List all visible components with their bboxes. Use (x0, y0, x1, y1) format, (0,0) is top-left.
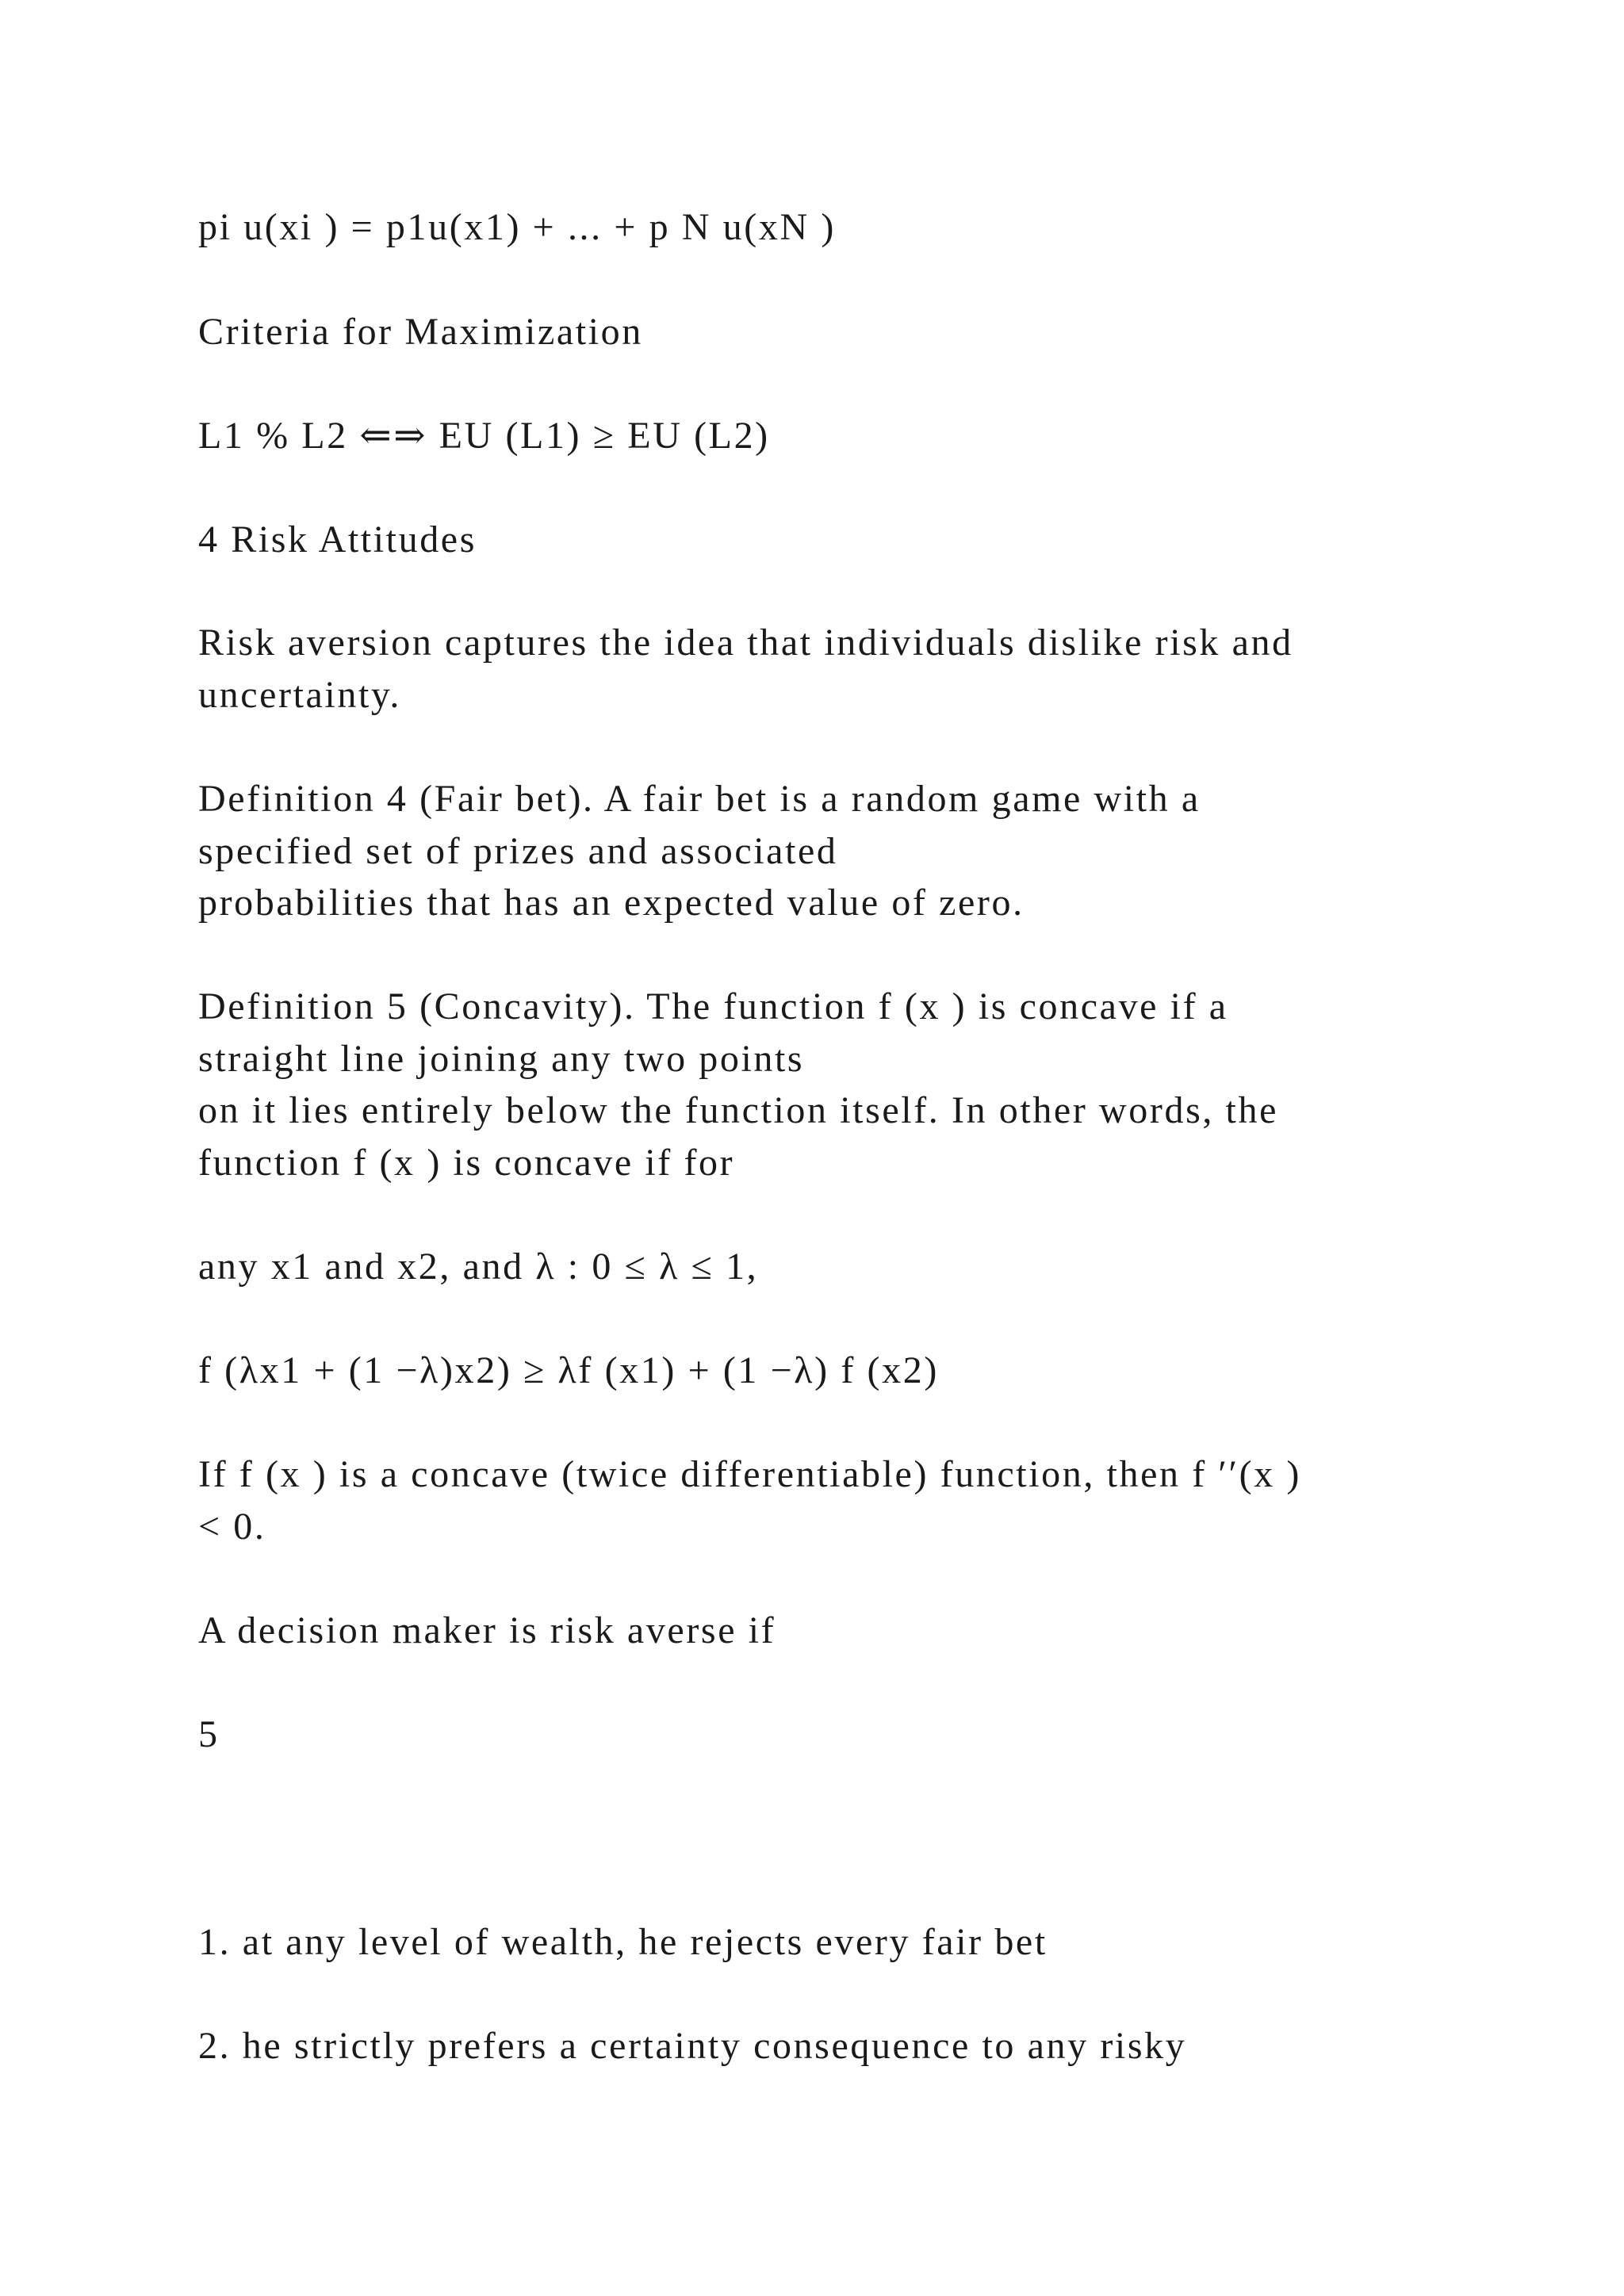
definition-4-line-3: probabilities that has an expected value of zero. (198, 882, 1025, 924)
section-heading-risk: 4 Risk Attitudes (198, 519, 477, 561)
preference-equivalence: L1 % L2 ⇐⇒ EU (L1) ≥ EU (L2) (198, 415, 770, 457)
risk-averse-lead-in: A decision maker is risk averse if (198, 1609, 776, 1651)
second-derivative-line-1: If f (x ) is a concave (twice differentiable) function, then f ′′(x ) (198, 1453, 1301, 1495)
definition-5-line-3: on it lies entirely below the function itself. In other words, the (198, 1089, 1278, 1131)
definition-4-line-2: specified set of prizes and associated (198, 830, 838, 872)
list-item-1: 1. at any level of wealth, he rejects every fair bet (198, 1921, 1048, 1963)
criteria-heading: Criteria for Maximization (198, 311, 643, 353)
concavity-inequality: f (λx1 + (1 −λ)x2) ≥ λf (x1) + (1 −λ) f (x2) (198, 1349, 939, 1391)
definition-4-line-1: Definition 4 (Fair bet). A fair bet is a random game with a (198, 778, 1201, 820)
second-derivative-line-2: < 0. (198, 1506, 266, 1548)
definition-5-line-4: function f (x ) is concave if for (198, 1142, 735, 1184)
risk-aversion-text-line-1: Risk aversion captures the idea that individuals dislike risk and (198, 622, 1293, 664)
list-item-2: 2. he strictly prefers a certainty consequence to any risky (198, 2025, 1187, 2067)
concavity-condition: any x1 and x2, and λ : 0 ≤ λ ≤ 1, (198, 1246, 759, 1288)
definition-5-line-2: straight line joining any two points (198, 1038, 805, 1080)
page-number: 5 (198, 1713, 220, 1755)
risk-aversion-text-line-2: uncertainty. (198, 674, 401, 716)
definition-5-line-1: Definition 5 (Concavity). The function f (x ) is concave if a (198, 985, 1228, 1027)
expected-utility-formula: pi u(xi ) = p1u(x1) + ... + p N u(xN ) (198, 206, 836, 248)
